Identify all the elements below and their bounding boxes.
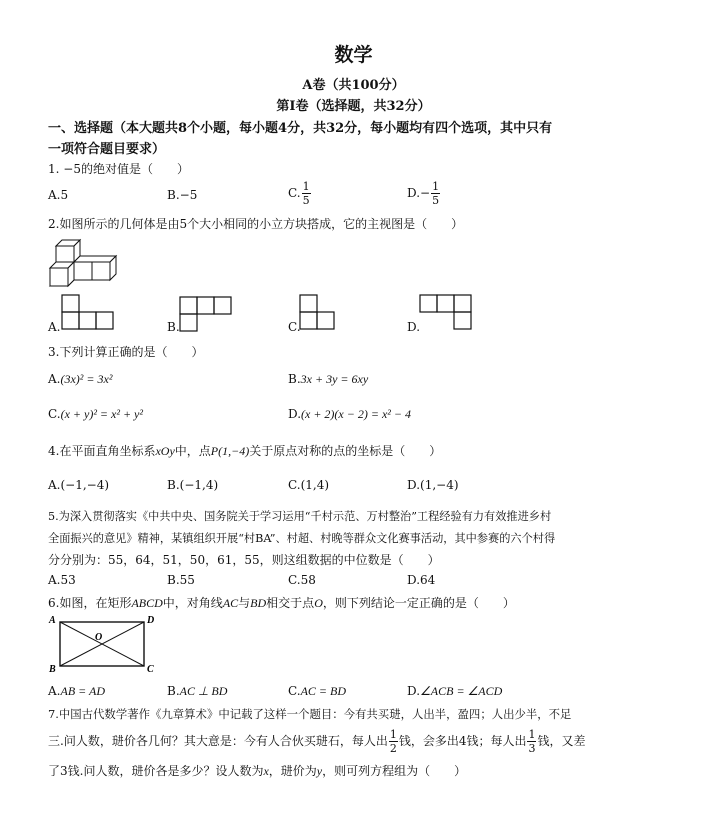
question-4-option-d: D.(1,−4) [407, 478, 459, 492]
question-3-option-b: B.3x + 3y = 6xy [288, 372, 369, 386]
question-1-option-c [288, 180, 312, 207]
question-5-line2: 全面振兴的意见》精神，某镇组织开展“村BA”、村超、村晚等群众文化赛事活动，其中参赛的六个村得 [48, 532, 556, 545]
question-5-option-c: C.58 [288, 573, 316, 587]
option-c-view [298, 293, 338, 331]
option-b-view [178, 295, 234, 333]
fraction: $\frac{1}{5}$ [302, 180, 310, 207]
vertex-label-d: D [147, 615, 155, 626]
option-label: D.− [407, 186, 431, 200]
center-label-o: O [95, 632, 103, 643]
question-3-stem: 3.下列计算正确的是（ ） [48, 345, 204, 359]
question-1-option-a: A.5 [48, 188, 69, 202]
question-6-option-c: C.AC = BD [288, 684, 347, 698]
question-5-option-d: D.64 [407, 573, 436, 587]
solid-figure-3d [50, 234, 120, 286]
question-6-option-b: B.AC ⊥ BD [167, 684, 228, 698]
question-2-option-d: D. [407, 320, 421, 334]
option-d-view [418, 293, 474, 331]
question-5-line3: 分分别为：55，64，51，50，61，55，则这组数据的中位数是（ ） [48, 553, 440, 567]
question-4-option-a: A.(−1,−4) [48, 478, 110, 492]
question-5-option-b: B.55 [167, 573, 195, 587]
question-6-option-a: A.AB = AD [48, 684, 106, 698]
question-7-line3: 了3钱.问人数，琎价各是多少？设人数为x，琎价为y，则可列方程组为（ ） [48, 764, 467, 778]
question-2-option-b: B. [167, 320, 180, 334]
volume-a-heading: A卷（共100分） [302, 78, 405, 93]
question-2-stem: 2.如图所示的几何体是由5个大小相同的小立方块搭成，它的主视图是（ ） [48, 217, 464, 231]
question-7-line2: 三.问人数，琎价各几何？其大意是：今有人合伙买琎石，每人出 $\frac{1}{2}$ 钱，会多出4钱；每人出 $\frac{1}{3}$ 钱，又差 [48, 728, 586, 755]
question-2-option-a: A. [48, 320, 61, 334]
option-label: C. [288, 186, 301, 200]
question-2-option-c: C. [288, 320, 301, 334]
vertex-label-b: B [49, 664, 56, 675]
question-5-option-a: A.53 [48, 573, 76, 587]
question-4-option-c: C.(1,4) [288, 478, 330, 492]
question-3-option-a: A.(3x)² = 3x² [48, 372, 113, 386]
vertex-label-c: C [147, 664, 154, 675]
option-a-view [60, 293, 116, 331]
question-1-option-d [407, 180, 441, 207]
question-1-option-b: B.−5 [167, 188, 198, 202]
section-heading-line2: 一项符合题目要求） [48, 142, 166, 157]
question-4-option-b: B.(−1,4) [167, 478, 219, 492]
question-3-option-c: C.(x + y)² = x² + y² [48, 407, 143, 421]
volume-1-heading: 第Ⅰ卷（选择题，共32分） [276, 99, 431, 114]
fraction: $\frac{1}{5}$ [432, 180, 440, 207]
vertex-label-a: A [49, 615, 56, 626]
question-1-stem: 1. −5的绝对值是（ ） [48, 162, 189, 176]
question-7-line1: 7.中国古代数学著作《九章算术》中记载了这样一个题目：今有共买琎，人出半，盈四；人出少半，不足 [48, 707, 572, 721]
question-4-stem: 4.在平面直角坐标系xOy中，点P(1,−4)关于原点对称的点的坐标是（ ） [48, 444, 442, 458]
question-3-option-d: D.(x + 2)(x − 2) = x² − 4 [288, 407, 411, 421]
page-title: 数学 [334, 44, 373, 66]
question-6-option-d: D.∠ACB = ∠ACD [407, 684, 503, 698]
section-heading-line1: 一、选择题（本大题共8个小题，每小题4分，共32分，每小题均有四个选项，其中只有 [48, 121, 553, 136]
question-5-line1: 5.为深入贯彻落实《中共中央、国务院关于学习运用“千村示范、万村整治”工程经验有力有效推进乡村 [48, 510, 552, 523]
rectangle-diagram [48, 614, 158, 674]
question-6-stem: 6.如图，在矩形ABCD中，对角线AC与BD相交于点O，则下列结论一定正确的是（ ） [48, 596, 515, 610]
